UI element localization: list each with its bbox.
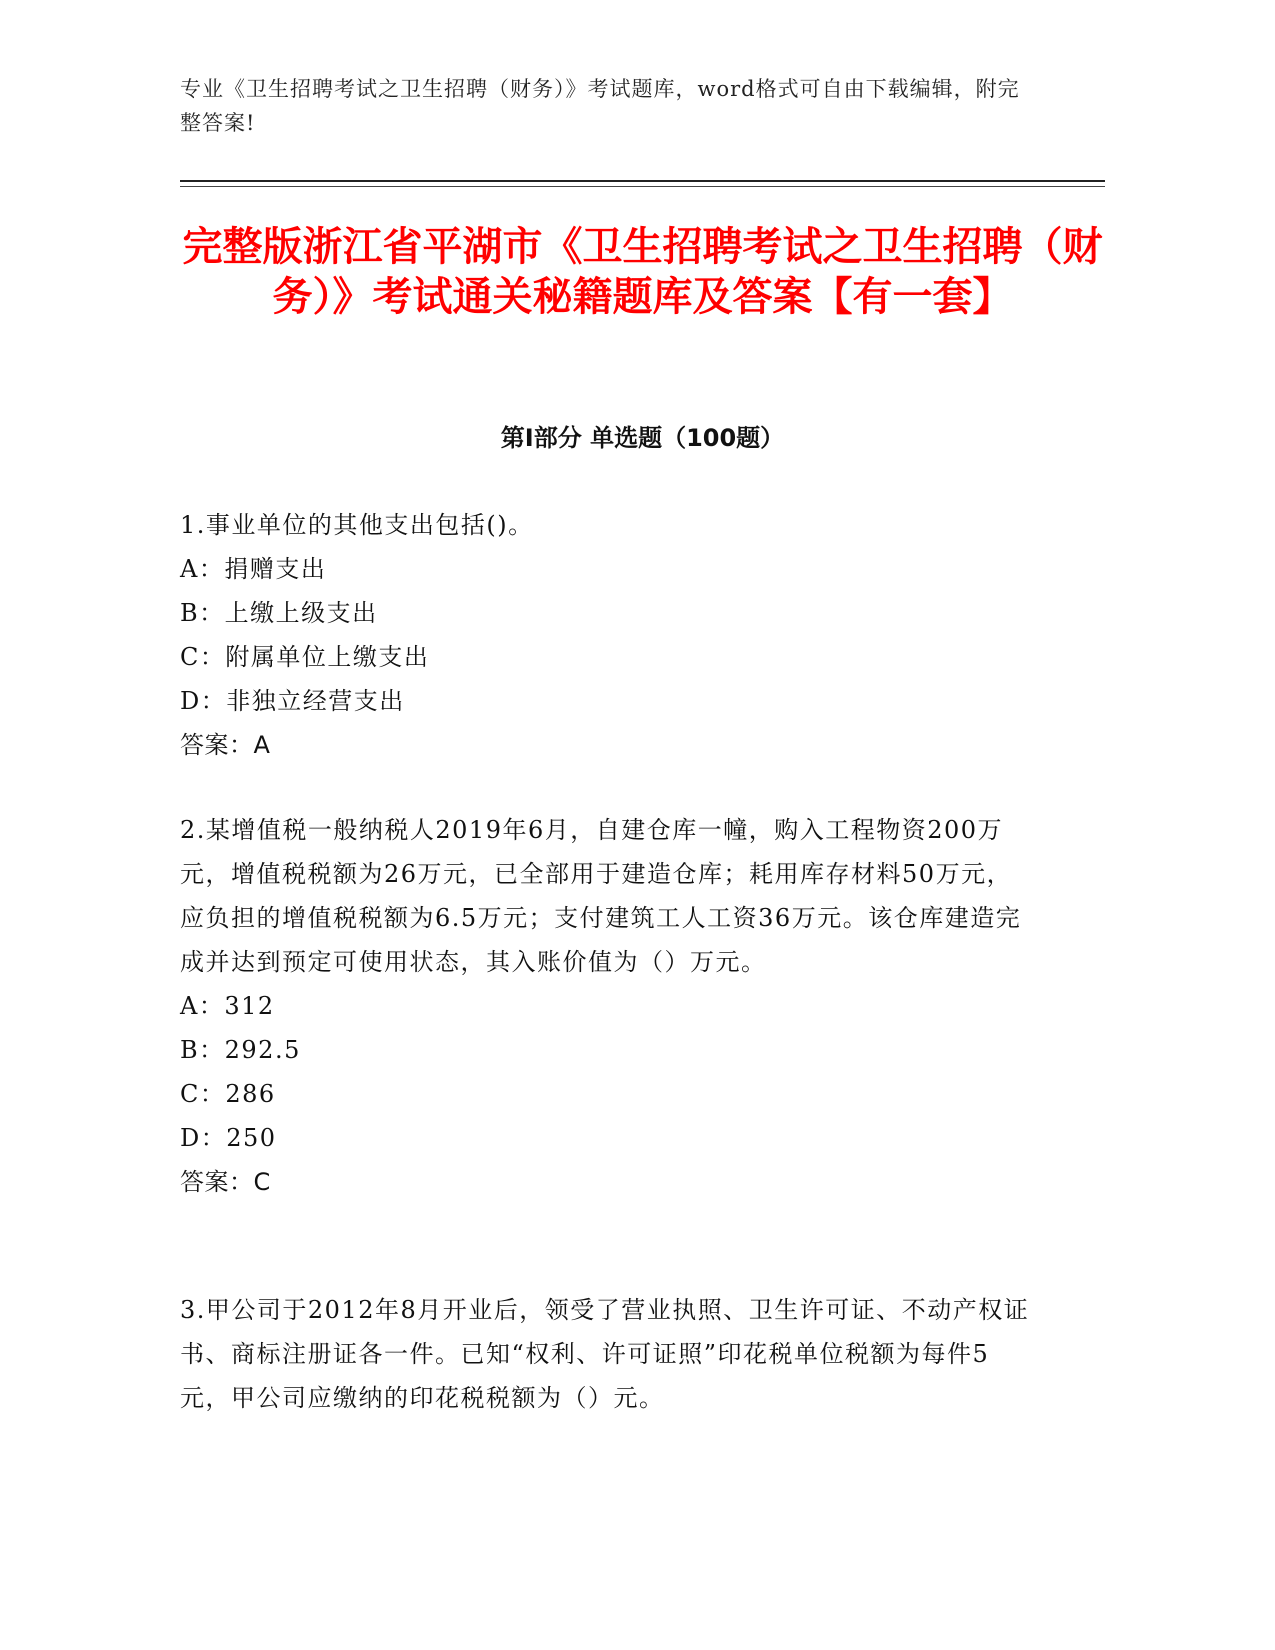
answer-line: 答案：A	[180, 731, 271, 759]
option-b: B：292.5	[180, 1036, 301, 1064]
header-divider-thick	[180, 180, 1105, 182]
answer-line: 答案：C	[180, 1168, 271, 1196]
option-a: A：312	[180, 992, 275, 1020]
question-3	[180, 1288, 1030, 1420]
question-2	[180, 808, 1030, 1204]
document-title: 完整版浙江省平湖市《卫生招聘考试之卫生招聘（财务）》考试通关秘籍题库及答案【有一套】	[182, 224, 1103, 320]
question-stem: 1.事业单位的其他支出包括()。	[180, 511, 534, 539]
option-c: C：附属单位上缴支出	[180, 643, 430, 671]
option-d: D：250	[180, 1124, 277, 1152]
option-b: B：上缴上级支出	[180, 599, 378, 627]
option-a: A：捐赠支出	[180, 555, 327, 583]
question-stem: 3.甲公司于2012年8月开业后，领受了营业执照、卫生许可证、不动产权证书、商标注册证各一件。已知“权利、许可证照”印花税单位税额为每件5元，甲公司应缴纳的印花税税额为（）元。	[180, 1296, 1030, 1412]
option-d: D：非独立经营支出	[180, 687, 405, 715]
question-stem: 2.某增值税一般纳税人2019年6月，自建仓库一幢，购入工程物资200万元，增值税税额为26万元，已全部用于建造仓库；耗用库存材料50万元，应负担的增值税税额为6.5万元；支付建筑工人工资36万元。该仓库建造完成并达到预定可使用状态，其入账价值为（）万元。	[180, 816, 1022, 976]
header-divider-thin	[180, 186, 1105, 187]
header-note: 专业《卫生招聘考试之卫生招聘（财务）》考试题库，word格式可自由下载编辑，附完整答案!	[180, 77, 1020, 135]
section-heading: 第I部分 单选题（100题）	[500, 424, 785, 452]
question-1	[180, 503, 1030, 767]
option-c: C：286	[180, 1080, 276, 1108]
